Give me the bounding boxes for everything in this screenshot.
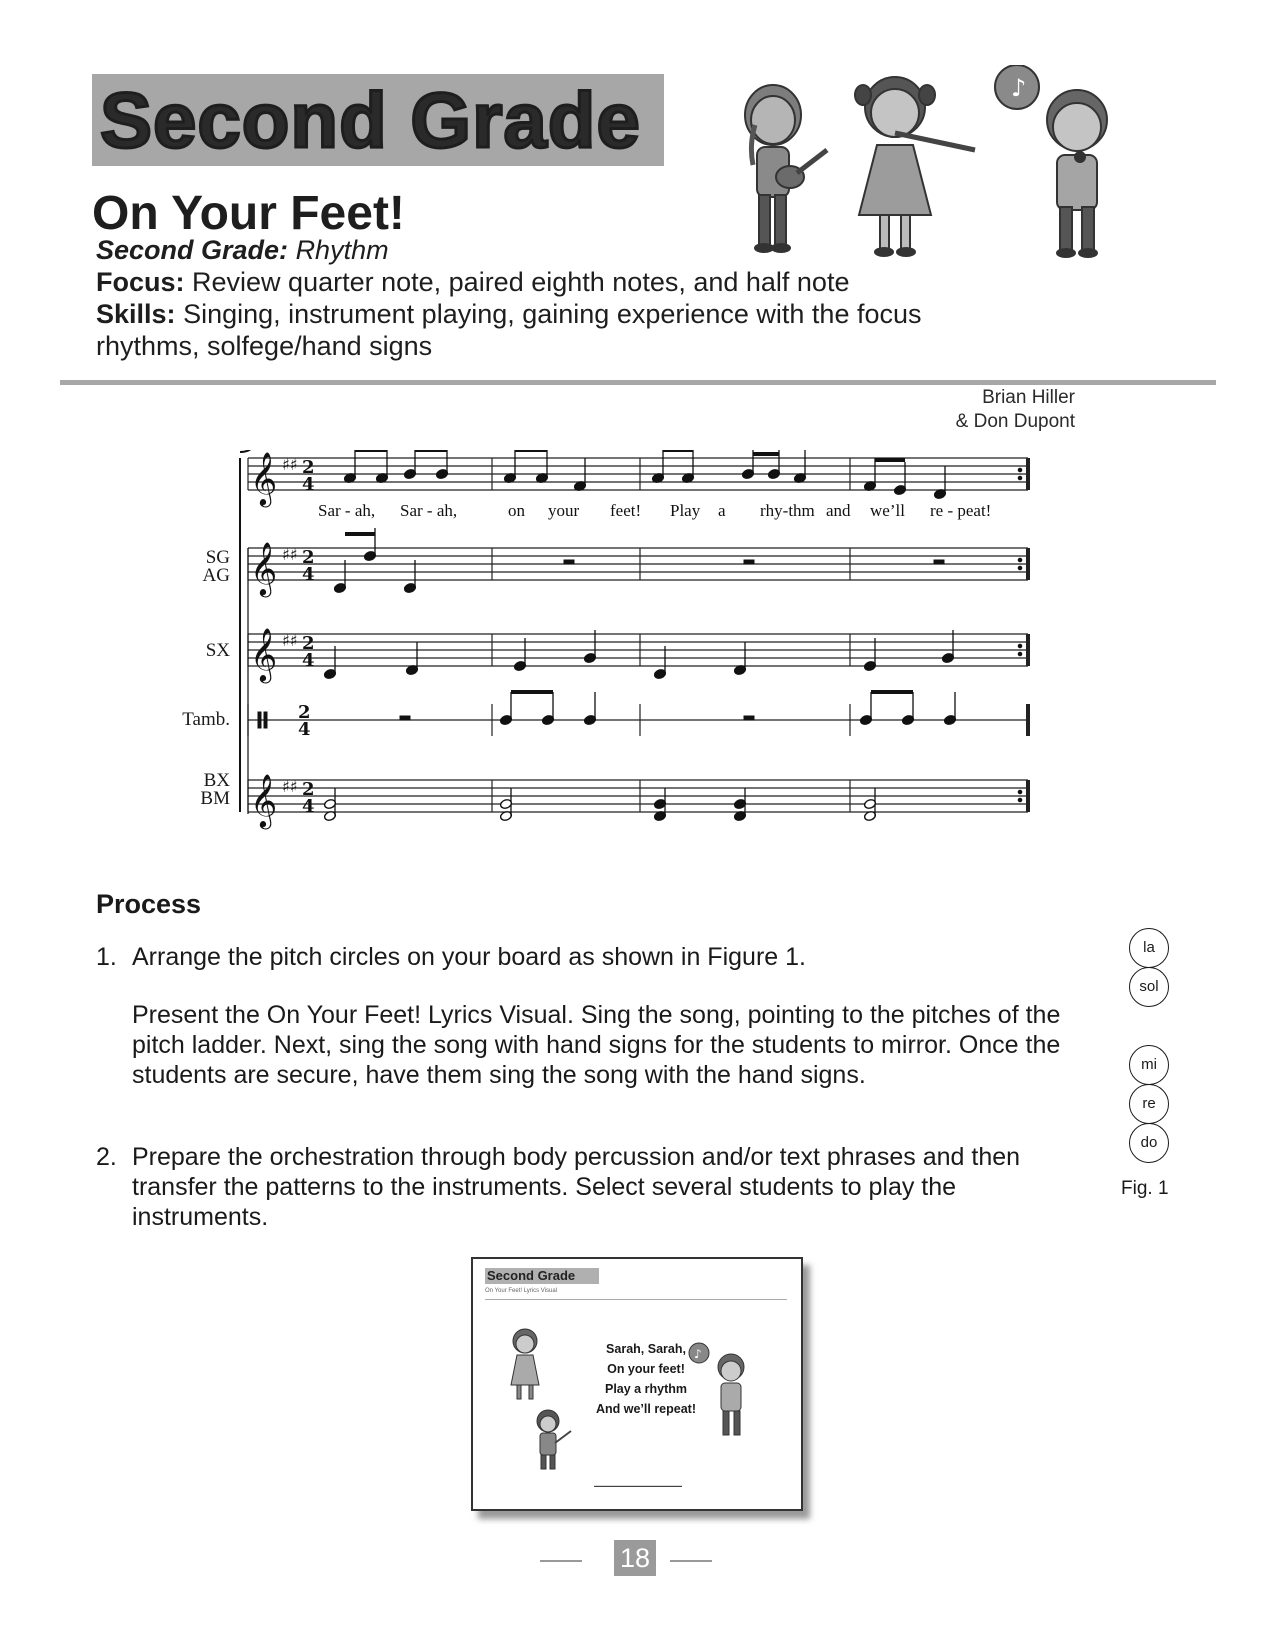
lyric-word: feet! [610, 501, 642, 520]
lyric-word: rhy-thm [760, 501, 815, 520]
step-2-instruction: Prepare the orchestration through body percussion and/or text phrases and then transfer the patterns to the instruments. Select several students to play the instruments. [132, 1143, 1021, 1231]
lyric-word: Play [670, 501, 701, 520]
skills-line-2: rhythms, solfege/hand signs [96, 331, 433, 361]
time-signature-top: 2 [302, 633, 315, 654]
lyrics-visual-thumbnail [471, 1257, 803, 1511]
lyric-word: Sar - ah, [400, 501, 458, 520]
figure-label: Fig. 1 [1121, 1178, 1169, 1199]
visual-footer-fine-print: ▬▬▬▬▬▬▬▬▬▬▬▬▬▬▬▬▬▬▬▬▬▬ [594, 1483, 682, 1488]
repeat-dot [1018, 652, 1022, 656]
visual-illustrations [493, 1319, 813, 1479]
girl-flute-figure [855, 77, 975, 256]
visual-lyric-4: And we’ll repeat! [595, 1402, 697, 1416]
key-signature: ♯♯ [282, 631, 298, 650]
time-signature-bottom: 4 [302, 650, 315, 671]
visual-title: Second Grade [487, 1268, 576, 1283]
percussion-clef [264, 712, 267, 728]
staff-label-tamb: Tamb. [182, 709, 230, 730]
treble-clef: 𝄞 [250, 627, 278, 681]
repeat-dot [1018, 566, 1022, 570]
half-rest [744, 560, 754, 564]
skills-text: Singing, instrument playing, gaining experience with the focus [183, 299, 922, 329]
treble-clef: 𝄞 [250, 541, 278, 595]
repeat-dot [1018, 558, 1022, 562]
time-signature-bottom: 4 [298, 719, 311, 740]
girl-ukulele-figure [745, 85, 827, 252]
music-score [170, 450, 1100, 870]
header-divider [60, 380, 1216, 385]
lyric-word: and [826, 501, 851, 520]
composer-line-1: Brian Hiller [982, 387, 1075, 408]
pitch-circle-re: re [1129, 1084, 1169, 1124]
time-signature-bottom: 4 [302, 796, 315, 817]
skills-label: Skills: [96, 299, 176, 329]
lyric-word: on [508, 501, 525, 520]
treble-clef: 𝄞 [250, 773, 278, 827]
lyrics-line [318, 501, 991, 520]
girl-singing-figure [995, 65, 1107, 257]
time-signature-bottom: 4 [302, 564, 315, 585]
step-1-paragraph: Present the On Your Feet! Lyrics Visual. Sing the song, pointing to the pitches of the pitch ladder. Next, sing the song with hand signs for the students to mirror. Once the students are secure, have them sing the song with the hand signs. [132, 1001, 1061, 1089]
lesson-title: On Your Feet! [92, 187, 405, 240]
visual-girl-violin [511, 1329, 539, 1399]
pitch-circle-sol: sol [1129, 967, 1169, 1007]
visual-girl-singing [689, 1343, 744, 1435]
time-signature-top: 2 [302, 779, 315, 800]
visual-girl-ukulele [537, 1410, 571, 1469]
visual-lyric-1: Sarah, Sarah, [606, 1342, 686, 1356]
treble-clef: 𝄞 [250, 451, 278, 505]
pitch-circle-mi: mi [1129, 1045, 1169, 1085]
page-number-rule-right [670, 1560, 712, 1562]
repeat-dot [1018, 644, 1022, 648]
visual-subtitle: On Your Feet! Lyrics Visual [485, 1288, 558, 1294]
skills-line [96, 298, 922, 330]
children-illustration [735, 65, 1135, 280]
lyric-word: a [718, 501, 726, 520]
page-number-rule-left [540, 1560, 582, 1562]
lyric-word: we’ll [870, 501, 905, 520]
time-signature-bottom: 4 [302, 474, 315, 495]
composer-line-2: & Don Dupont [955, 411, 1075, 432]
staff-label-bm: BM [200, 788, 230, 809]
step-2-number: 2. [96, 1143, 117, 1171]
lyric-word: Sar - ah, [318, 501, 376, 520]
staff-label-ag: AG [202, 565, 230, 586]
visual-divider [485, 1299, 787, 1300]
staff-label-sx: SX [205, 640, 230, 661]
time-signature-top: 2 [302, 547, 315, 568]
focus-text: Review quarter note, paired eighth notes, and half note [192, 267, 850, 297]
staff-label-bx: BX [203, 770, 230, 791]
lyric-word: your [548, 501, 580, 520]
half-rest [564, 560, 574, 564]
percussion-clef [258, 712, 261, 728]
time-signature-top: 2 [298, 702, 311, 723]
repeat-dot [1018, 798, 1022, 802]
repeat-dot [1018, 476, 1022, 480]
focus-label: Focus: [96, 267, 185, 297]
key-signature: ♯♯ [282, 455, 298, 474]
time-signature-top: 2 [302, 457, 315, 478]
key-signature: ♯♯ [282, 777, 298, 796]
visual-lyric-3: Play a rhythm [605, 1382, 687, 1396]
key-signature: ♯♯ [282, 545, 298, 564]
svg-text:♪: ♪ [694, 1347, 702, 1361]
grade-topic-line [96, 234, 389, 266]
grade-label: Second Grade: [96, 235, 289, 265]
half-rest [744, 716, 754, 720]
grade-topic: Rhythm [295, 235, 389, 265]
half-rest [934, 560, 944, 564]
step-1-number: 1. [96, 943, 117, 971]
staff-label-sg: SG [205, 547, 230, 568]
repeat-dot [1018, 468, 1022, 472]
svg-text:♪: ♪ [1011, 74, 1027, 102]
page-number: 18 [614, 1540, 656, 1576]
step-1-instruction: Arrange the pitch circles on your board as shown in Figure 1. [132, 943, 806, 971]
lyric-word: re - peat! [930, 501, 992, 520]
pitch-circle-do: do [1129, 1123, 1169, 1163]
process-heading: Process [96, 889, 202, 919]
half-rest [400, 716, 410, 720]
repeat-dot [1018, 790, 1022, 794]
pitch-circle-la: la [1129, 928, 1169, 968]
grade-banner-title: Second Grade [100, 76, 641, 164]
visual-lyric-2: On your feet! [607, 1362, 685, 1376]
